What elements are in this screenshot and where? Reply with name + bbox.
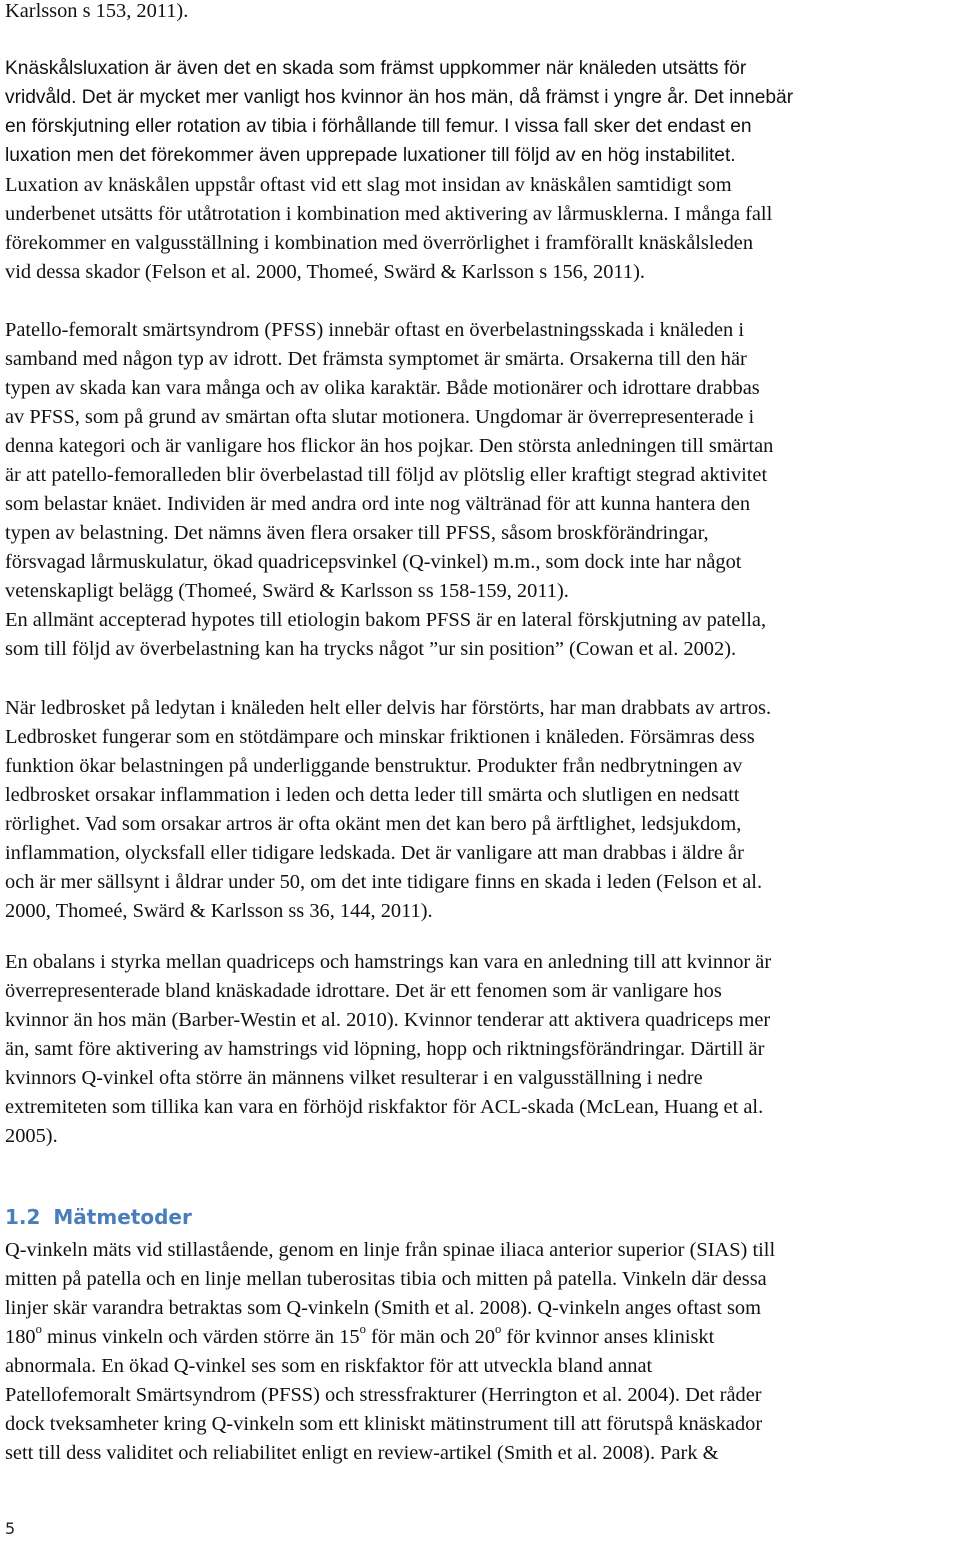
text-line: än, samt före aktivering av hamstrings vid löpning, hopp och riktningsförändringar. Därtill är xyxy=(5,1038,765,1060)
text-line-with-superscripts xyxy=(5,1323,714,1351)
text-line: vid dessa skador (Felson et al. 2000, Thomeé, Swärd & Karlsson s 156, 2011). xyxy=(5,261,645,283)
text-line: vetenskapligt belägg (Thomeé, Swärd & Karlsson ss 158-159, 2011). xyxy=(5,580,569,602)
text-line: Q-vinkeln mäts vid stillastående, genom en linje från spinae iliaca anterior superior (SIAS) till xyxy=(5,1239,776,1261)
degree-superscript: o xyxy=(359,1321,366,1336)
text-line: funktion ökar belastningen på underliggande benstruktur. Produkter från nedbrytningen av xyxy=(5,755,743,777)
text-line: Knäskålsluxation är även det en skada som främst uppkommer när knäleden utsätts för xyxy=(5,58,747,79)
text-line: 2000, Thomeé, Swärd & Karlsson ss 36, 144, 2011). xyxy=(5,900,433,922)
text-line: linjer skär varandra betraktas som Q-vinkeln (Smith et al. 2008). Q-vinkeln anges oftast som xyxy=(5,1297,761,1319)
text-line: förekommer en valgusställning i kombination med överrörlighet i framförallt knäskålsleden xyxy=(5,232,754,254)
text-line: rörlighet. Vad som orsakar artros är ofta okänt men det kan bero på ärftlighet, ledsjukdom, xyxy=(5,813,742,835)
text-line: försvagad lårmuskulatur, ökad quadricepsvinkel (Q-vinkel) m.m., som dock inte har något xyxy=(5,551,742,573)
text-line: extremiteten som tillika kan vara en förhöjd riskfaktor för ACL-skada (McLean, Huang et al. xyxy=(5,1096,764,1118)
text-line: inflammation, olycksfall eller tidigare ledskada. Det är vanligare att man drabbas i äldre år xyxy=(5,842,744,864)
text-line: Luxation av knäskålen uppstår oftast vid ett slag mot insidan av knäskålen samtidigt som xyxy=(5,174,732,196)
text-line: är att patello-femoralleden blir överbelastad till följd av plötslig eller kraftigt stegrad aktivitet xyxy=(5,464,768,486)
degree-superscript: o xyxy=(35,1321,42,1336)
text-line: sett till dess validitet och reliabilitet enligt en review-artikel (Smith et al. 2008). Park & xyxy=(5,1442,719,1464)
section-number: 1.2 xyxy=(5,1205,41,1229)
top-fragment-line: Karlsson s 153, 2011). xyxy=(5,0,189,22)
text-segment: för kvinnor anses kliniskt xyxy=(501,1326,715,1348)
text-line: dock tveksamheter kring Q-vinkeln som ett kliniskt mätinstrument till att förutspå knäskador xyxy=(5,1413,763,1435)
text-line: som till följd av överbelastning kan ha trycks något ”ur sin position” (Cowan et al. 2002). xyxy=(5,638,737,660)
text-line: Ledbrosket fungerar som en stötdämpare och minskar friktionen i knäleden. Försämras dess xyxy=(5,726,755,748)
text-line: underbenet utsätts för utåtrotation i kombination med aktivering av lårmusklerna. I många fall xyxy=(5,203,773,225)
section-heading xyxy=(5,1202,192,1232)
text-line: samband med någon typ av idrott. Det främsta symptomet är smärta. Orsakerna till den här xyxy=(5,348,747,370)
text-line: en förskjutning eller rotation av tibia i förhållande till femur. I vissa fall sker det endast en xyxy=(5,116,752,137)
text-line: En obalans i styrka mellan quadriceps och hamstrings kan vara en anledning till att kvinnor är xyxy=(5,951,772,973)
text-line: denna kategori och är vanligare hos flickor än hos pojkar. Den största anledningen till smärtan xyxy=(5,435,774,457)
page-number: 5 xyxy=(5,1519,16,1538)
text-line: ledbrosket orsakar inflammation i leden och detta leder till smärta och slutligen en nedsatt xyxy=(5,784,740,806)
text-line: 2005). xyxy=(5,1125,58,1147)
text-line: kvinnor än hos män (Barber-Westin et al. 2010). Kvinnor tenderar att aktivera quadriceps mer xyxy=(5,1009,771,1031)
text-line: En allmänt accepterad hypotes till etiologin bakom PFSS är en lateral förskjutning av patella, xyxy=(5,609,767,631)
text-line: överrepresenterade bland knäskadade idrottare. Det är ett fenomen som är vanligare hos xyxy=(5,980,722,1002)
text-line: typen av belastning. Det nämns även flera orsaker till PFSS, såsom broskförändringar, xyxy=(5,522,709,544)
text-line: och är mer sällsynt i åldrar under 50, om det inte tidigare finns en skada i leden (Felson et al. xyxy=(5,871,763,893)
section-title: Mätmetoder xyxy=(53,1205,192,1229)
text-line: mitten på patella och en linje mellan tuberositas tibia och mitten på patella. Vinkeln där dessa xyxy=(5,1268,767,1290)
degree-superscript: o xyxy=(495,1321,502,1336)
text-line: typen av skada kan vara många och av olika karaktär. Både motionärer och idrottare drabbas xyxy=(5,377,760,399)
text-segment: minus vinkeln och värden större än 15 xyxy=(41,1326,360,1348)
text-line: Patellofemoralt Smärtsyndrom (PFSS) och stressfrakturer (Herrington et al. 2004). Det råder xyxy=(5,1384,762,1406)
text-line: av PFSS, som på grund av smärtan ofta slutar motionera. Ungdomar är överrepresenterade i xyxy=(5,406,755,428)
text-line: När ledbrosket på ledytan i knäleden helt eller delvis har förstörts, har man drabbats av artros. xyxy=(5,697,772,719)
text-line: som belastar knäet. Individen är med andra ord inte nog vältränad för att kunna hantera den xyxy=(5,493,751,515)
text-line: kvinnors Q-vinkel ofta större än männens vilket resulterar i en valgusställning i nedre xyxy=(5,1067,703,1089)
text-line: luxation men det förekommer även upprepade luxationer till följd av en hög instabilitet. xyxy=(5,145,736,166)
text-line: vridvåld. Det är mycket mer vanligt hos kvinnor än hos män, då främst i yngre år. Det innebär xyxy=(5,87,794,108)
text-segment: 180 xyxy=(5,1326,36,1348)
text-line: Patello-femoralt smärtsyndrom (PFSS) innebär oftast en överbelastningsskada i knäleden i xyxy=(5,319,745,341)
text-segment: för män och 20 xyxy=(365,1326,496,1348)
text-line: abnormala. En ökad Q-vinkel ses som en riskfaktor för att utveckla bland annat xyxy=(5,1355,653,1377)
